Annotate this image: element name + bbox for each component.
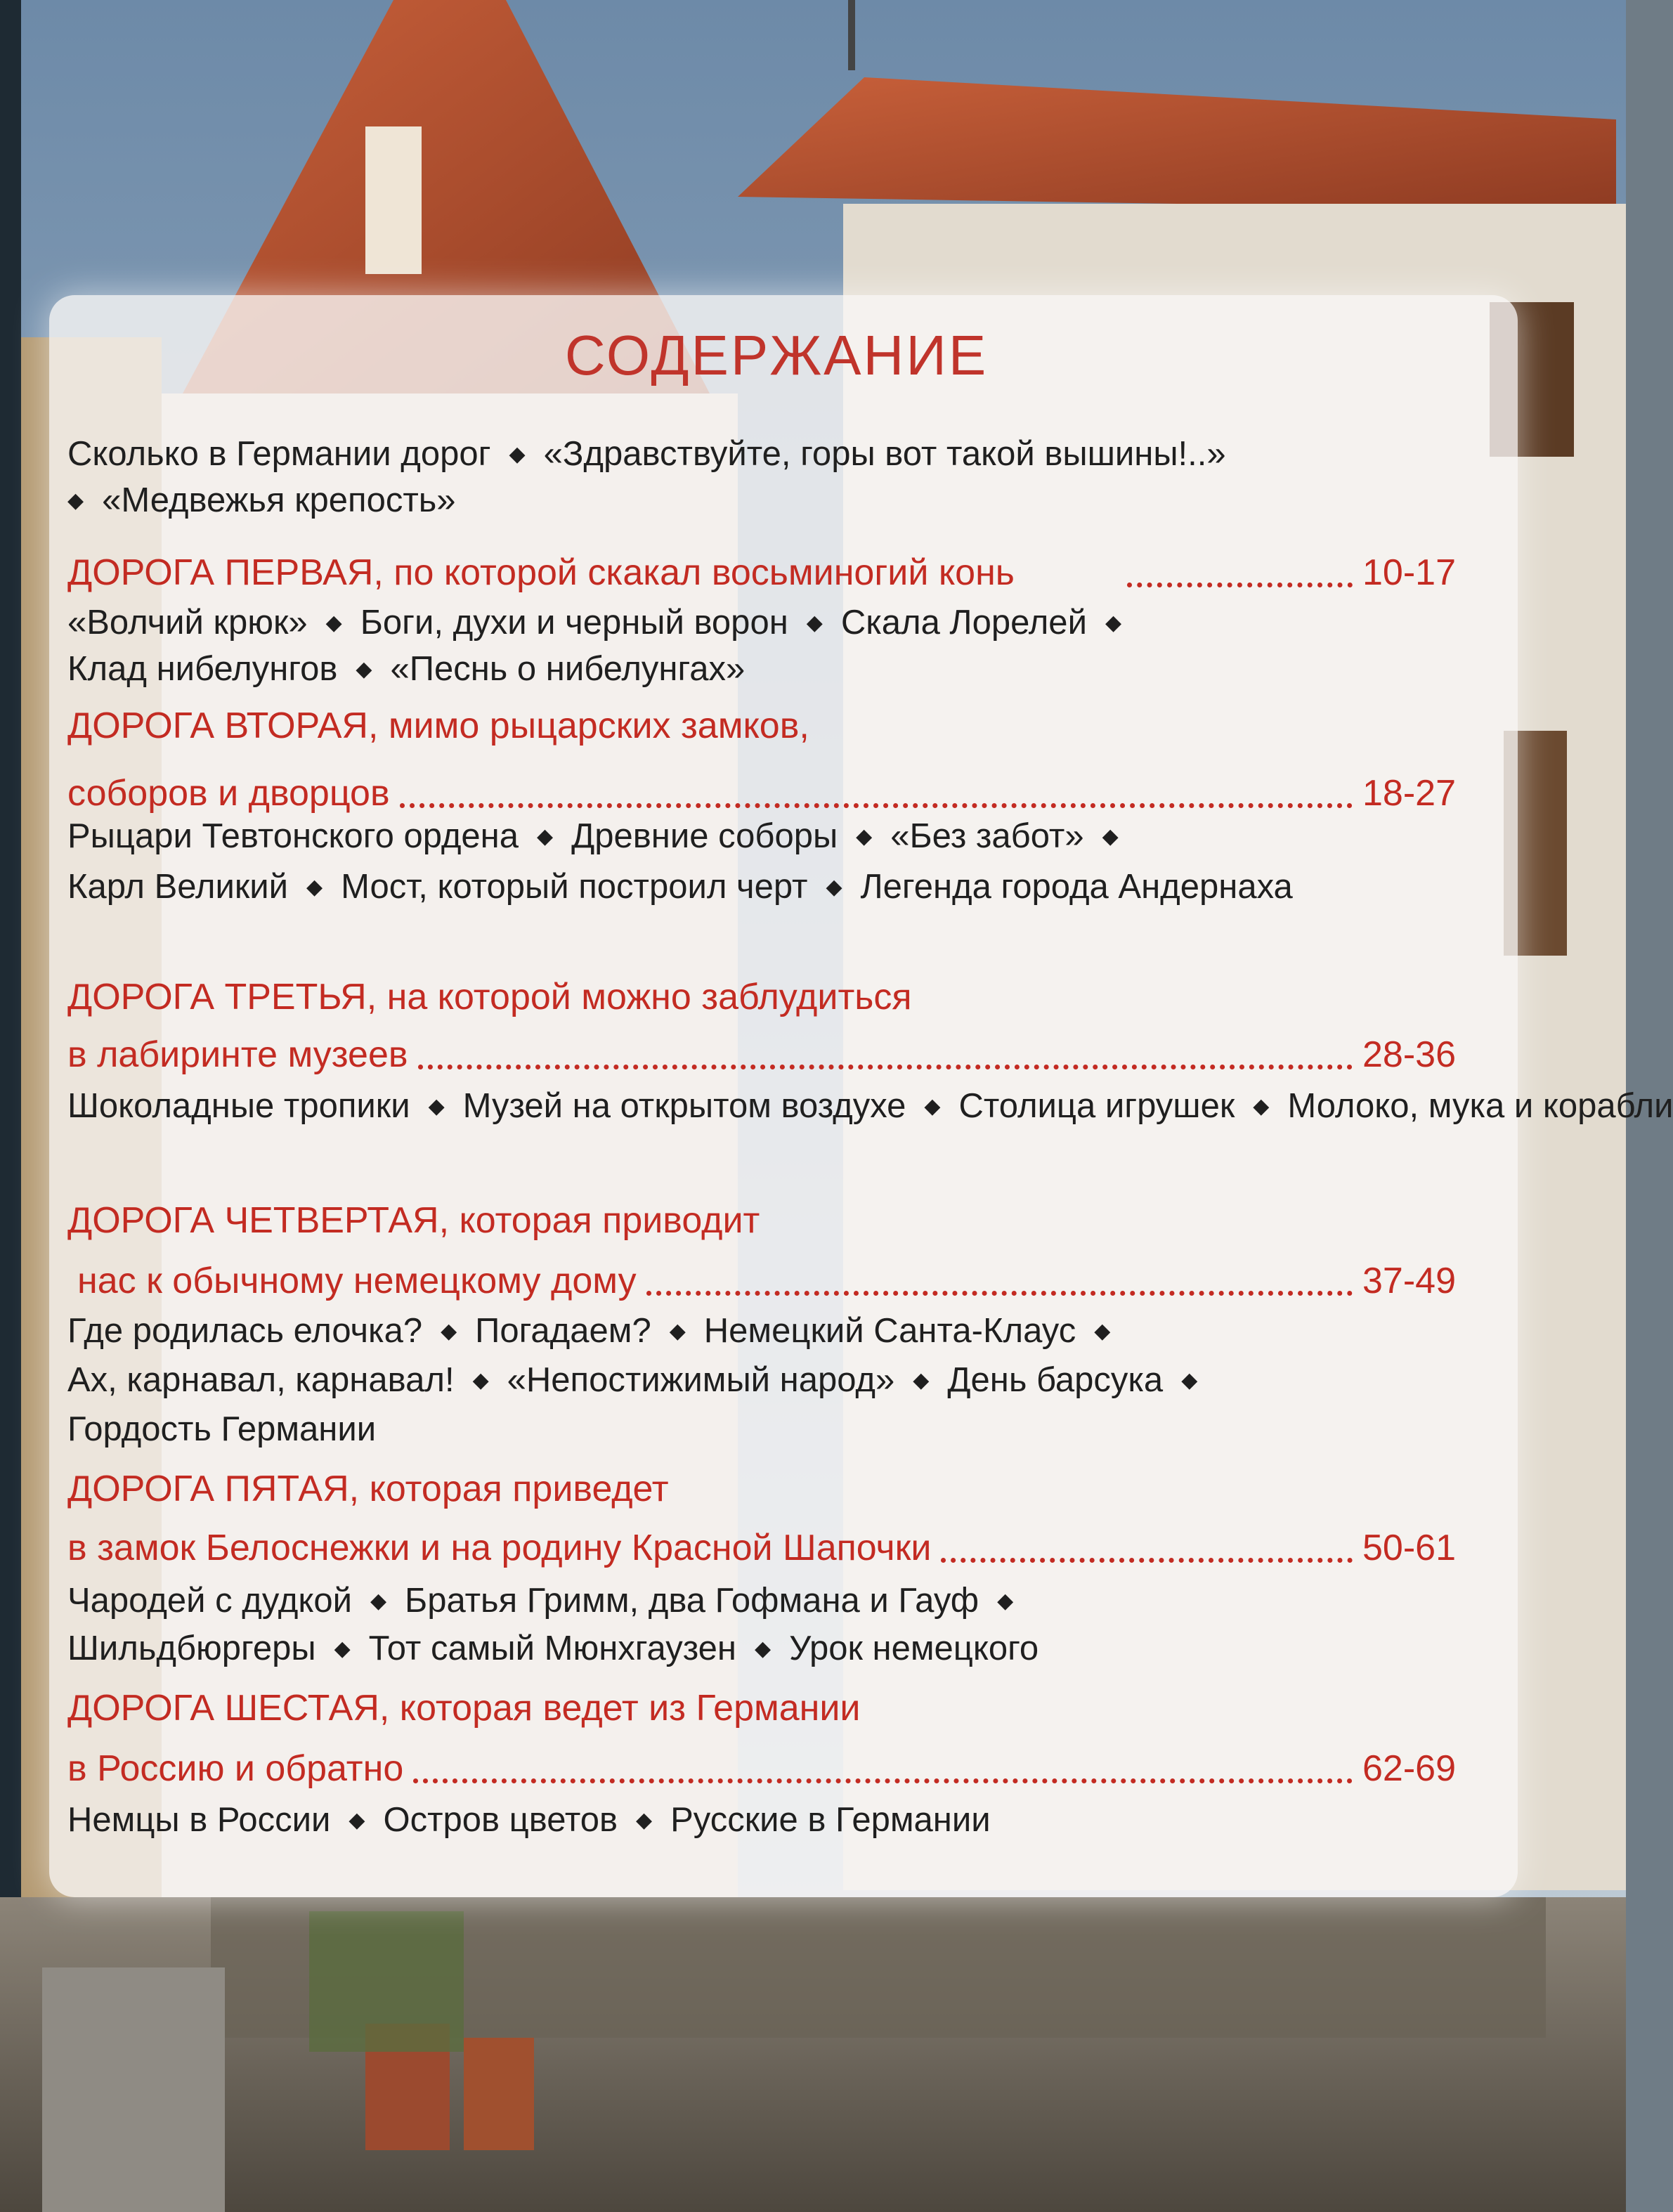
- topic-item[interactable]: Карл Великий: [67, 868, 289, 906]
- leader-dots: [418, 1065, 1353, 1069]
- diamond-bullet-icon: ◆: [669, 1320, 686, 1343]
- topic-item[interactable]: «Волчий крюк»: [67, 604, 308, 642]
- chapter-heading-tail[interactable]: нас к обычному немецкому дому: [77, 1261, 637, 1301]
- diamond-bullet-icon: ◆: [334, 1637, 351, 1660]
- topic-item[interactable]: «Без забот»: [890, 817, 1084, 855]
- chapter-2-topics-2: [67, 867, 1459, 911]
- diamond-bullet-icon: ◆: [1105, 611, 1122, 635]
- diamond-bullet-icon: ◆: [306, 876, 323, 899]
- chapter-5-page-range: [67, 1528, 1456, 1570]
- topic-item[interactable]: Столица игрушек: [958, 1087, 1235, 1125]
- intro-item[interactable]: «Медвежья крепость»: [102, 481, 456, 519]
- diamond-bullet-icon: ◆: [913, 1369, 930, 1392]
- topic-item[interactable]: Русские в Германии: [670, 1801, 991, 1839]
- chapter-heading-caps: ДОРОГА ПЕРВАЯ: [67, 552, 374, 593]
- intro-line-2: [67, 481, 1459, 525]
- chapter-heading-rest: , на которой можно заблудиться: [366, 977, 912, 1017]
- diamond-bullet-icon: ◆: [636, 1809, 653, 1832]
- chapter-2-heading[interactable]: [67, 705, 809, 746]
- chapter-heading-caps: ДОРОГА ПЯТАЯ: [67, 1469, 349, 1509]
- chapter-1-page-range: [1117, 552, 1456, 594]
- chapter-5-topics-1: [67, 1581, 1459, 1625]
- chapter-heading-caps: ДОРОГА ТРЕТЬЯ: [67, 977, 367, 1017]
- diamond-bullet-icon: ◆: [472, 1369, 489, 1392]
- chapter-heading-tail[interactable]: соборов и дворцов: [67, 773, 390, 814]
- intro-item[interactable]: «Здравствуйте, горы вот такой вышины!..»: [543, 435, 1226, 473]
- topic-item[interactable]: Древние соборы: [571, 817, 838, 855]
- leader-dots: [1127, 583, 1353, 587]
- diamond-bullet-icon: ◆: [806, 611, 823, 635]
- topic-item[interactable]: Музей на открытом воздухе: [462, 1087, 906, 1125]
- topic-item[interactable]: Рыцари Тевтонского ордена: [67, 817, 519, 855]
- diamond-bullet-icon: ◆: [428, 1095, 445, 1118]
- topic-item[interactable]: Немецкий Санта-Клаус: [703, 1312, 1076, 1350]
- topic-item[interactable]: Молоко, мука и корабли: [1287, 1087, 1673, 1125]
- topic-item[interactable]: Чародей с дудкой: [67, 1582, 352, 1620]
- diamond-bullet-icon: ◆: [1102, 825, 1119, 848]
- diamond-bullet-icon: ◆: [1181, 1369, 1198, 1392]
- diamond-bullet-icon: ◆: [325, 611, 342, 635]
- diamond-bullet-icon: ◆: [67, 489, 84, 512]
- diamond-bullet-icon: ◆: [997, 1589, 1014, 1613]
- page-number: 28-36: [1362, 1034, 1456, 1075]
- topic-item[interactable]: Тот самый Мюнхгаузен: [368, 1629, 736, 1667]
- diamond-bullet-icon: ◆: [1094, 1320, 1111, 1343]
- chapter-4-topics-3: [67, 1410, 1459, 1449]
- chapter-heading-tail[interactable]: в замок Белоснежки и на родину Красной Шапочки: [67, 1528, 932, 1568]
- topic-item[interactable]: Шильдбюргеры: [67, 1629, 316, 1667]
- topic-item[interactable]: «Непостижимый народ»: [507, 1361, 895, 1399]
- intro-line-1: [67, 434, 1459, 479]
- intro-item[interactable]: Сколько в Германии дорог: [67, 435, 491, 473]
- chapter-2-topics-1: [67, 817, 1459, 861]
- chapter-6-topics-1: [67, 1800, 1459, 1845]
- chapter-4-topics-1: [67, 1311, 1459, 1355]
- diamond-bullet-icon: ◆: [1253, 1095, 1270, 1118]
- chapter-heading-rest: , мимо рыцарских замков,: [367, 705, 809, 746]
- chapter-2-page-range: [67, 773, 1456, 815]
- chapter-4-page-range: [77, 1261, 1456, 1303]
- topic-item[interactable]: День барсука: [947, 1361, 1164, 1399]
- chapter-6-heading[interactable]: [67, 1688, 860, 1729]
- diamond-bullet-icon: ◆: [755, 1637, 772, 1660]
- chapter-heading-rest: , которая ведет из Германии: [379, 1688, 861, 1729]
- topic-item[interactable]: Клад нибелунгов: [67, 650, 338, 688]
- topic-item[interactable]: Погадаем?: [475, 1312, 651, 1350]
- diamond-bullet-icon: ◆: [370, 1589, 387, 1613]
- chapter-heading-tail[interactable]: в лабиринте музеев: [67, 1034, 408, 1075]
- chapter-heading-rest: , которая приведет: [349, 1469, 669, 1509]
- topic-item[interactable]: Боги, духи и черный ворон: [360, 604, 788, 642]
- chapter-3-topics-1: [67, 1086, 1673, 1131]
- diamond-bullet-icon: ◆: [924, 1095, 941, 1118]
- chapter-3-page-range: [67, 1034, 1456, 1076]
- chapter-5-topics-2: [67, 1629, 1459, 1673]
- chapter-4-topics-2: [67, 1360, 1459, 1405]
- leader-dots: [941, 1558, 1353, 1563]
- topic-item[interactable]: Немцы в России: [67, 1801, 331, 1839]
- diamond-bullet-icon: ◆: [826, 876, 842, 899]
- diamond-bullet-icon: ◆: [856, 825, 873, 848]
- topic-item[interactable]: Гордость Германии: [67, 1410, 377, 1448]
- page-number: 62-69: [1362, 1748, 1456, 1789]
- topic-item[interactable]: «Песнь о нибелунгах»: [390, 650, 746, 688]
- chapter-3-heading[interactable]: [67, 977, 912, 1017]
- diamond-bullet-icon: ◆: [349, 1809, 365, 1832]
- leader-dots: [646, 1291, 1353, 1296]
- chapter-1-heading[interactable]: [67, 552, 1015, 593]
- topic-item[interactable]: Легенда города Андернаха: [860, 868, 1293, 906]
- page-number: 37-49: [1362, 1261, 1456, 1301]
- chapter-heading-rest: , по которой скакал восьминогий конь: [373, 552, 1015, 593]
- leader-dots: [400, 803, 1353, 808]
- chapter-heading-caps: ДОРОГА ЧЕТВЕРТАЯ: [67, 1200, 439, 1241]
- diamond-bullet-icon: ◆: [536, 825, 554, 848]
- chapter-1-topics-1: [67, 603, 1459, 647]
- chapter-4-heading[interactable]: [67, 1200, 760, 1241]
- topic-item[interactable]: Мост, который построил черт: [341, 868, 808, 906]
- chapter-heading-tail[interactable]: в Россию и обратно: [67, 1748, 404, 1789]
- toc-title: СОДЕРЖАНИЕ: [564, 324, 989, 386]
- chapter-5-heading[interactable]: [67, 1469, 669, 1509]
- diamond-bullet-icon: ◆: [356, 658, 372, 681]
- page-number: 50-61: [1362, 1528, 1456, 1568]
- diamond-bullet-icon: ◆: [441, 1320, 457, 1343]
- leader-dots: [413, 1778, 1353, 1783]
- topic-item[interactable]: Где родилась елочка?: [67, 1312, 423, 1350]
- page-number: 10-17: [1362, 552, 1456, 593]
- page-number: 18-27: [1362, 773, 1456, 814]
- chapter-heading-caps: ДОРОГА ВТОРАЯ: [67, 705, 368, 746]
- chapter-heading-rest: , которая приводит: [438, 1200, 760, 1241]
- chapter-heading-caps: ДОРОГА ШЕСТАЯ: [67, 1688, 379, 1729]
- topic-item[interactable]: Урок немецкого: [789, 1629, 1039, 1667]
- topic-item[interactable]: Остров цветов: [383, 1801, 618, 1839]
- topic-item[interactable]: Скала Лорелей: [840, 604, 1087, 642]
- topic-item[interactable]: Шоколадные тропики: [67, 1087, 410, 1125]
- topic-item[interactable]: Ах, карнавал, карнавал!: [67, 1361, 455, 1399]
- diamond-bullet-icon: ◆: [509, 443, 526, 466]
- topic-item[interactable]: Братья Гримм, два Гофмана и Гауф: [405, 1582, 979, 1620]
- chapter-1-topics-2: [67, 649, 1459, 694]
- chapter-6-page-range: [67, 1748, 1456, 1790]
